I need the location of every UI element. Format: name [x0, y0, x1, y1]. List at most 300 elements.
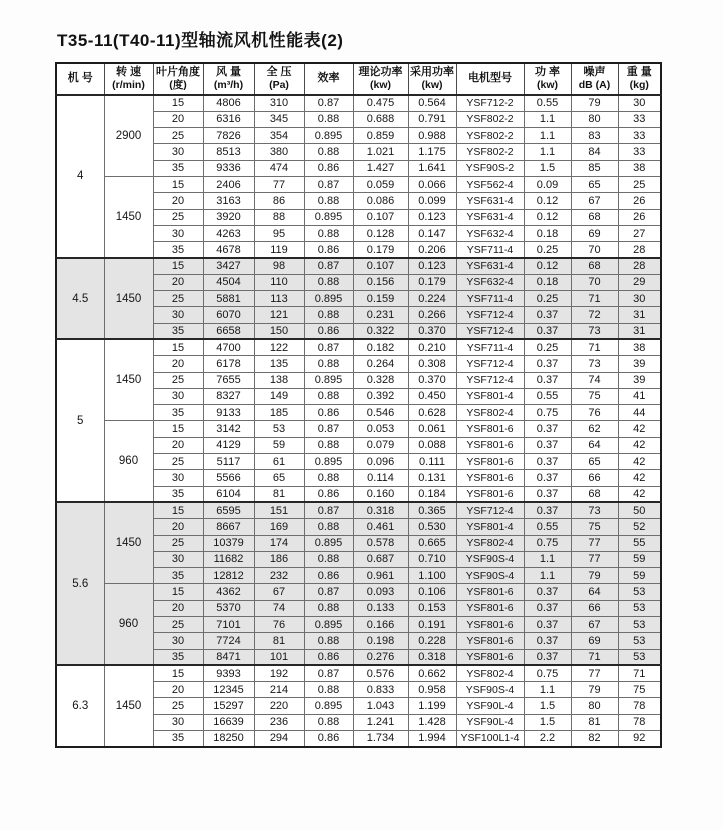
table-row	[56, 421, 661, 437]
column-header-unit: (kw)	[421, 79, 443, 92]
column-header-blade-angle	[153, 63, 203, 95]
weight-cell: 31	[618, 323, 661, 339]
motor-model-cell: YSF802-4	[456, 405, 524, 421]
total-pressure-cell: 65	[254, 470, 304, 486]
power-cell: 0.12	[524, 193, 571, 209]
adopted-power-cell: 1.175	[408, 144, 456, 160]
theoretical-power-cell: 1.021	[353, 144, 408, 160]
column-header-unit: (r/min)	[112, 79, 145, 92]
column-header-label: 效率	[317, 72, 340, 85]
blade-angle-cell: 25	[153, 698, 203, 714]
adopted-power-cell: 0.266	[408, 307, 456, 323]
motor-model-cell: YSF100L1-4	[456, 731, 524, 747]
column-header-unit: (kw)	[537, 79, 558, 92]
air-volume-cell: 7724	[203, 633, 254, 649]
weight-cell: 38	[618, 160, 661, 176]
air-volume-cell: 4362	[203, 584, 254, 600]
noise-cell: 73	[571, 323, 618, 339]
weight-cell: 27	[618, 225, 661, 241]
air-volume-cell: 4504	[203, 274, 254, 290]
weight-cell: 29	[618, 274, 661, 290]
adopted-power-cell: 0.318	[408, 649, 456, 665]
power-cell: 0.37	[524, 617, 571, 633]
noise-cell: 79	[571, 568, 618, 584]
performance-table-body	[56, 95, 661, 747]
total-pressure-cell: 150	[254, 323, 304, 339]
blade-angle-cell: 30	[153, 470, 203, 486]
machine-no-cell: 4.5	[56, 258, 104, 339]
theoretical-power-cell: 0.114	[353, 470, 408, 486]
weight-cell: 75	[618, 682, 661, 698]
speed-cell: 1450	[104, 176, 153, 257]
motor-model-cell: YSF90L-4	[456, 714, 524, 730]
adopted-power-cell: 0.123	[408, 209, 456, 225]
power-cell: 1.1	[524, 568, 571, 584]
air-volume-cell: 6104	[203, 486, 254, 502]
weight-cell: 59	[618, 551, 661, 567]
column-header-weight	[618, 63, 661, 95]
motor-model-cell: YSF802-2	[456, 111, 524, 127]
weight-cell: 26	[618, 209, 661, 225]
power-cell: 1.1	[524, 551, 571, 567]
noise-cell: 62	[571, 421, 618, 437]
total-pressure-cell: 67	[254, 584, 304, 600]
noise-cell: 72	[571, 307, 618, 323]
adopted-power-cell: 0.564	[408, 95, 456, 111]
theoretical-power-cell: 0.276	[353, 649, 408, 665]
column-header-total-pressure	[254, 63, 304, 95]
blade-angle-cell: 35	[153, 405, 203, 421]
power-cell: 1.5	[524, 160, 571, 176]
theoretical-power-cell: 0.264	[353, 356, 408, 372]
air-volume-cell: 8327	[203, 388, 254, 404]
adopted-power-cell: 0.210	[408, 339, 456, 355]
efficiency-cell: 0.88	[304, 111, 353, 127]
table-row	[56, 502, 661, 518]
theoretical-power-cell: 0.107	[353, 258, 408, 274]
total-pressure-cell: 354	[254, 128, 304, 144]
blade-angle-cell: 15	[153, 665, 203, 681]
efficiency-cell: 0.86	[304, 160, 353, 176]
weight-cell: 42	[618, 486, 661, 502]
table-row	[56, 176, 661, 192]
column-header-motor-model	[456, 63, 524, 95]
efficiency-cell: 0.88	[304, 144, 353, 160]
blade-angle-cell: 25	[153, 209, 203, 225]
noise-cell: 68	[571, 486, 618, 502]
noise-cell: 79	[571, 95, 618, 111]
motor-model-cell: YSF631-4	[456, 258, 524, 274]
total-pressure-cell: 121	[254, 307, 304, 323]
column-header-unit: (kg)	[629, 79, 649, 92]
column-header-label: 理论功率	[358, 65, 403, 78]
power-cell: 0.55	[524, 519, 571, 535]
column-header-adopted-power	[408, 63, 456, 95]
speed-cell: 1450	[104, 339, 153, 420]
column-header-label: 机 号	[67, 72, 93, 85]
motor-model-cell: YSF711-4	[456, 291, 524, 307]
theoretical-power-cell: 0.576	[353, 665, 408, 681]
power-cell: 1.1	[524, 682, 571, 698]
motor-model-cell: YSF801-6	[456, 617, 524, 633]
weight-cell: 59	[618, 568, 661, 584]
noise-cell: 66	[571, 470, 618, 486]
motor-model-cell: YSF801-6	[456, 454, 524, 470]
power-cell: 0.55	[524, 95, 571, 111]
noise-cell: 71	[571, 339, 618, 355]
blade-angle-cell: 35	[153, 649, 203, 665]
efficiency-cell: 0.87	[304, 95, 353, 111]
weight-cell: 41	[618, 388, 661, 404]
total-pressure-cell: 174	[254, 535, 304, 551]
blade-angle-cell: 15	[153, 421, 203, 437]
blade-angle-cell: 20	[153, 193, 203, 209]
power-cell: 0.12	[524, 258, 571, 274]
noise-cell: 64	[571, 584, 618, 600]
power-cell: 0.75	[524, 665, 571, 681]
total-pressure-cell: 53	[254, 421, 304, 437]
theoretical-power-cell: 0.182	[353, 339, 408, 355]
noise-cell: 77	[571, 665, 618, 681]
theoretical-power-cell: 1.241	[353, 714, 408, 730]
total-pressure-cell: 76	[254, 617, 304, 633]
adopted-power-cell: 0.662	[408, 665, 456, 681]
total-pressure-cell: 88	[254, 209, 304, 225]
blade-angle-cell: 30	[153, 225, 203, 241]
total-pressure-cell: 214	[254, 682, 304, 698]
weight-cell: 78	[618, 698, 661, 714]
total-pressure-cell: 345	[254, 111, 304, 127]
efficiency-cell: 0.88	[304, 193, 353, 209]
theoretical-power-cell: 0.461	[353, 519, 408, 535]
motor-model-cell: YSF90S-4	[456, 682, 524, 698]
power-cell: 1.5	[524, 714, 571, 730]
air-volume-cell: 4263	[203, 225, 254, 241]
total-pressure-cell: 113	[254, 291, 304, 307]
column-header-unit: (m³/h)	[213, 79, 244, 92]
motor-model-cell: YSF90L-4	[456, 698, 524, 714]
air-volume-cell: 4806	[203, 95, 254, 111]
theoretical-power-cell: 0.318	[353, 502, 408, 518]
motor-model-cell: YSF90S-4	[456, 551, 524, 567]
blade-angle-cell: 30	[153, 307, 203, 323]
weight-cell: 42	[618, 470, 661, 486]
power-cell: 1.1	[524, 144, 571, 160]
air-volume-cell: 8667	[203, 519, 254, 535]
efficiency-cell: 0.88	[304, 356, 353, 372]
weight-cell: 39	[618, 356, 661, 372]
adopted-power-cell: 0.088	[408, 437, 456, 453]
motor-model-cell: YSF632-4	[456, 225, 524, 241]
column-header-efficiency	[304, 63, 353, 95]
air-volume-cell: 6070	[203, 307, 254, 323]
theoretical-power-cell: 0.059	[353, 176, 408, 192]
adopted-power-cell: 0.111	[408, 454, 456, 470]
motor-model-cell: YSF801-6	[456, 584, 524, 600]
motor-model-cell: YSF801-6	[456, 437, 524, 453]
column-header-label: 电机型号	[468, 72, 512, 85]
blade-angle-cell: 15	[153, 339, 203, 355]
noise-cell: 68	[571, 209, 618, 225]
noise-cell: 77	[571, 551, 618, 567]
adopted-power-cell: 0.958	[408, 682, 456, 698]
theoretical-power-cell: 0.166	[353, 617, 408, 633]
speed-cell: 1450	[104, 665, 153, 746]
theoretical-power-cell: 0.546	[353, 405, 408, 421]
air-volume-cell: 2406	[203, 176, 254, 192]
theoretical-power-cell: 1.734	[353, 731, 408, 747]
theoretical-power-cell: 0.053	[353, 421, 408, 437]
total-pressure-cell: 149	[254, 388, 304, 404]
efficiency-cell: 0.895	[304, 617, 353, 633]
column-header-label: 采用功率	[410, 65, 454, 78]
table-row	[56, 665, 661, 681]
total-pressure-cell: 310	[254, 95, 304, 111]
theoretical-power-cell: 0.578	[353, 535, 408, 551]
column-header-label: 叶片角度	[156, 65, 200, 78]
power-cell: 0.75	[524, 535, 571, 551]
efficiency-cell: 0.88	[304, 307, 353, 323]
air-volume-cell: 7101	[203, 617, 254, 633]
column-header-label: 转 速	[115, 65, 142, 78]
adopted-power-cell: 0.791	[408, 111, 456, 127]
noise-cell: 68	[571, 258, 618, 274]
blade-angle-cell: 15	[153, 176, 203, 192]
efficiency-cell: 0.895	[304, 128, 353, 144]
power-cell: 0.37	[524, 600, 571, 616]
weight-cell: 30	[618, 291, 661, 307]
weight-cell: 26	[618, 193, 661, 209]
column-header-blade-angle	[56, 63, 104, 95]
efficiency-cell: 0.895	[304, 372, 353, 388]
column-header-label: 风 量	[215, 65, 242, 78]
machine-no-cell: 5	[56, 339, 104, 502]
air-volume-cell: 4678	[203, 242, 254, 258]
theoretical-power-cell: 0.322	[353, 323, 408, 339]
power-cell: 0.75	[524, 405, 571, 421]
total-pressure-cell: 81	[254, 633, 304, 649]
motor-model-cell: YSF90S-4	[456, 568, 524, 584]
motor-model-cell: YSF711-4	[456, 242, 524, 258]
efficiency-cell: 0.88	[304, 600, 353, 616]
adopted-power-cell: 0.153	[408, 600, 456, 616]
noise-cell: 75	[571, 519, 618, 535]
air-volume-cell: 5117	[203, 454, 254, 470]
efficiency-cell: 0.88	[304, 388, 353, 404]
total-pressure-cell: 86	[254, 193, 304, 209]
power-cell: 0.37	[524, 421, 571, 437]
adopted-power-cell: 0.123	[408, 258, 456, 274]
motor-model-cell: YSF801-4	[456, 388, 524, 404]
table-row	[56, 339, 661, 355]
blade-angle-cell: 20	[153, 600, 203, 616]
efficiency-cell: 0.895	[304, 535, 353, 551]
air-volume-cell: 3163	[203, 193, 254, 209]
air-volume-cell: 4129	[203, 437, 254, 453]
efficiency-cell: 0.88	[304, 225, 353, 241]
efficiency-cell: 0.87	[304, 176, 353, 192]
adopted-power-cell: 0.450	[408, 388, 456, 404]
adopted-power-cell: 0.147	[408, 225, 456, 241]
theoretical-power-cell: 1.427	[353, 160, 408, 176]
air-volume-cell: 12345	[203, 682, 254, 698]
efficiency-cell: 0.86	[304, 405, 353, 421]
motor-model-cell: YSF711-4	[456, 339, 524, 355]
blade-angle-cell: 30	[153, 388, 203, 404]
total-pressure-cell: 135	[254, 356, 304, 372]
weight-cell: 42	[618, 454, 661, 470]
theoretical-power-cell: 0.198	[353, 633, 408, 649]
blade-angle-cell: 35	[153, 568, 203, 584]
noise-cell: 85	[571, 160, 618, 176]
motor-model-cell: YSF802-4	[456, 535, 524, 551]
speed-cell: 2900	[104, 95, 153, 176]
adopted-power-cell: 0.228	[408, 633, 456, 649]
total-pressure-cell: 81	[254, 486, 304, 502]
theoretical-power-cell: 0.231	[353, 307, 408, 323]
theoretical-power-cell: 0.133	[353, 600, 408, 616]
speed-cell: 1450	[104, 258, 153, 339]
adopted-power-cell: 0.206	[408, 242, 456, 258]
motor-model-cell: YSF90S-2	[456, 160, 524, 176]
weight-cell: 28	[618, 242, 661, 258]
power-cell: 0.37	[524, 372, 571, 388]
table-header	[56, 63, 661, 95]
power-cell: 1.5	[524, 698, 571, 714]
weight-cell: 28	[618, 258, 661, 274]
air-volume-cell: 16639	[203, 714, 254, 730]
efficiency-cell: 0.88	[304, 274, 353, 290]
power-cell: 0.25	[524, 339, 571, 355]
weight-cell: 33	[618, 111, 661, 127]
power-cell: 0.37	[524, 649, 571, 665]
total-pressure-cell: 74	[254, 600, 304, 616]
weight-cell: 53	[618, 649, 661, 665]
motor-model-cell: YSF712-2	[456, 95, 524, 111]
column-header-label: 重 量	[626, 65, 652, 78]
air-volume-cell: 10379	[203, 535, 254, 551]
air-volume-cell: 12812	[203, 568, 254, 584]
weight-cell: 53	[618, 584, 661, 600]
machine-no-cell: 5.6	[56, 502, 104, 665]
power-cell: 0.18	[524, 225, 571, 241]
noise-cell: 74	[571, 372, 618, 388]
theoretical-power-cell: 0.833	[353, 682, 408, 698]
table-row	[56, 95, 661, 111]
motor-model-cell: YSF712-4	[456, 307, 524, 323]
theoretical-power-cell: 0.475	[353, 95, 408, 111]
blade-angle-cell: 25	[153, 454, 203, 470]
motor-model-cell: YSF712-4	[456, 356, 524, 372]
motor-model-cell: YSF631-4	[456, 209, 524, 225]
blade-angle-cell: 35	[153, 160, 203, 176]
weight-cell: 31	[618, 307, 661, 323]
total-pressure-cell: 77	[254, 176, 304, 192]
motor-model-cell: YSF801-6	[456, 486, 524, 502]
adopted-power-cell: 0.628	[408, 405, 456, 421]
machine-no-cell: 6.3	[56, 665, 104, 746]
power-cell: 0.37	[524, 633, 571, 649]
noise-cell: 81	[571, 714, 618, 730]
theoretical-power-cell: 0.079	[353, 437, 408, 453]
power-cell: 0.37	[524, 307, 571, 323]
efficiency-cell: 0.87	[304, 584, 353, 600]
efficiency-cell: 0.86	[304, 486, 353, 502]
efficiency-cell: 0.895	[304, 209, 353, 225]
efficiency-cell: 0.88	[304, 551, 353, 567]
air-volume-cell: 11682	[203, 551, 254, 567]
total-pressure-cell: 185	[254, 405, 304, 421]
column-header-power	[524, 63, 571, 95]
speed-cell: 960	[104, 584, 153, 665]
column-header-label: 噪声	[583, 65, 606, 78]
adopted-power-cell: 0.131	[408, 470, 456, 486]
weight-cell: 42	[618, 421, 661, 437]
total-pressure-cell: 122	[254, 339, 304, 355]
efficiency-cell: 0.88	[304, 470, 353, 486]
total-pressure-cell: 169	[254, 519, 304, 535]
adopted-power-cell: 0.099	[408, 193, 456, 209]
total-pressure-cell: 192	[254, 665, 304, 681]
adopted-power-cell: 0.191	[408, 617, 456, 633]
motor-model-cell: YSF801-6	[456, 633, 524, 649]
noise-cell: 65	[571, 176, 618, 192]
power-cell: 0.55	[524, 388, 571, 404]
weight-cell: 39	[618, 372, 661, 388]
total-pressure-cell: 236	[254, 714, 304, 730]
noise-cell: 67	[571, 193, 618, 209]
power-cell: 0.37	[524, 356, 571, 372]
air-volume-cell: 3920	[203, 209, 254, 225]
total-pressure-cell: 151	[254, 502, 304, 518]
machine-no-cell: 4	[56, 95, 104, 258]
adopted-power-cell: 0.530	[408, 519, 456, 535]
noise-cell: 73	[571, 502, 618, 518]
noise-cell: 70	[571, 242, 618, 258]
noise-cell: 79	[571, 682, 618, 698]
column-header-unit: dB (A)	[578, 79, 611, 92]
weight-cell: 53	[618, 600, 661, 616]
power-cell: 0.25	[524, 291, 571, 307]
adopted-power-cell: 0.665	[408, 535, 456, 551]
motor-model-cell: YSF712-4	[456, 502, 524, 518]
total-pressure-cell: 110	[254, 274, 304, 290]
weight-cell: 53	[618, 617, 661, 633]
blade-angle-cell: 25	[153, 291, 203, 307]
weight-cell: 78	[618, 714, 661, 730]
total-pressure-cell: 186	[254, 551, 304, 567]
power-cell: 0.18	[524, 274, 571, 290]
adopted-power-cell: 0.224	[408, 291, 456, 307]
air-volume-cell: 5370	[203, 600, 254, 616]
noise-cell: 65	[571, 454, 618, 470]
adopted-power-cell: 0.370	[408, 372, 456, 388]
air-volume-cell: 7655	[203, 372, 254, 388]
speed-cell: 960	[104, 421, 153, 502]
blade-angle-cell: 20	[153, 356, 203, 372]
column-header-noise	[571, 63, 618, 95]
theoretical-power-cell: 0.859	[353, 128, 408, 144]
adopted-power-cell: 1.199	[408, 698, 456, 714]
fan-performance-table	[55, 62, 662, 748]
weight-cell: 55	[618, 535, 661, 551]
efficiency-cell: 0.86	[304, 731, 353, 747]
adopted-power-cell: 0.308	[408, 356, 456, 372]
noise-cell: 73	[571, 356, 618, 372]
theoretical-power-cell: 0.328	[353, 372, 408, 388]
weight-cell: 50	[618, 502, 661, 518]
theoretical-power-cell: 0.392	[353, 388, 408, 404]
